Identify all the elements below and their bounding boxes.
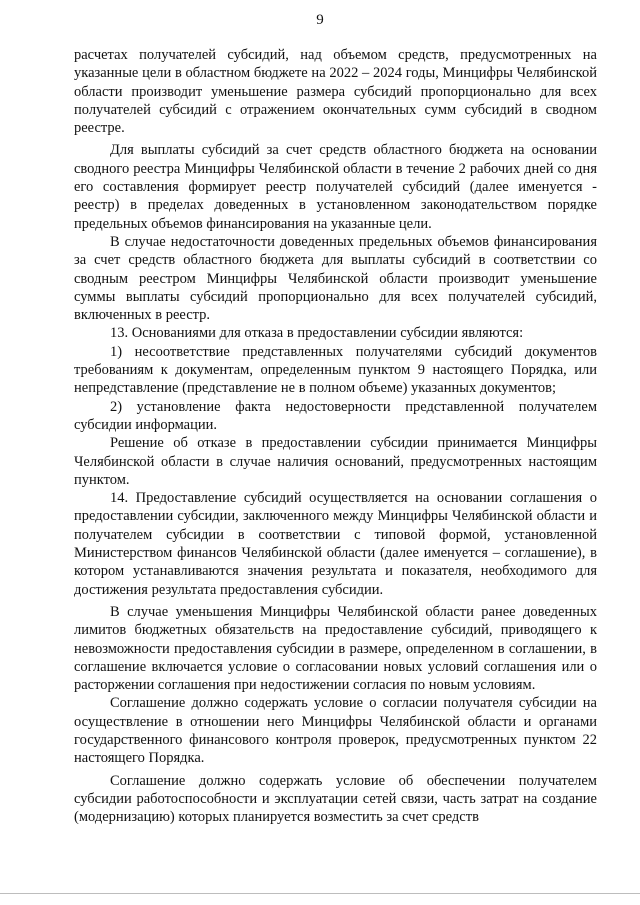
paragraph-refusal-decision: Решение об отказе в предоставлении субсидии принимается Минцифры Челябинской области в случае наличия оснований, предусмотренных настоящим пунктом. [74,435,597,488]
paragraph-limits-reduction: В случае уменьшения Минцифры Челябинской области ранее доведенных лимитов бюджетных обязательств на предоставление субсидий, приводящего к невозможности предоставления субсидии в размере, определенном в соглашении, в соглашение включается условие о согласовании новых условий соглашения или о расторжении соглашения при недостижении согласия по новым условиям. [74,603,597,694]
paragraph-summary-register: Для выплаты субсидий за счет средств областного бюджета на основании сводного реестра Минцифры Челябинской области в течение 2 рабочих дней со дня его составления формирует реестр получателей субсидий (далее именуется - реестр) в пределах доведенных в установленном законодательством порядке предельных объемов финансирования на указанные цели. [74,142,597,232]
paragraph-clause-14: 14. Предоставление субсидий осуществляется на основании соглашения о предоставлении субсидии, заключенного между Минцифры Челябинской области и получателем субсидии в соответствии с типовой формой, установленной Министерством финансов Челябинской области (далее именуется – соглашение), в котором устанавливаются значения результата и показателя, необходимого для достижения результата предоставления субсидии. [74,490,597,598]
document-body [74,46,597,826]
paragraph-agreement-consent: Соглашение должно содержать условие о согласии получателя субсидии на осуществление в отношении него Минцифры Челябинской области и органами государственного финансового контроля проверок, предусмотренных пунктом 22 настоящего Порядка. [74,695,597,767]
paragraph-continuation: расчетах получателей субсидий, над объемом средств, предусмотренных на указанные цели в областном бюджете на 2022 – 2024 годы, Минцифры Челябинской области производит уменьшение размера субсидий пропорционально для всех получателей субсидий с отражением окончательных сумм субсидий в сводном реестре. [74,47,597,137]
page-bottom-divider [0,893,640,894]
paragraph-insufficient-funding: В случае недостаточности доведенных предельных объемов финансирования за счет средств областного бюджета для выплаты субсидий в соответствии со сводным реестром Минцифры Челябинской области производит уменьшение суммы выплаты субсидий пропорционально для всех получателей субсидий, включенных в реестр. [74,233,597,324]
paragraph-clause-13-item-1: 1) несоответствие представленных получателями субсидий документов требованиям к документам, определенным пунктом 9 настоящего Порядка, или непредставление (представление не в полном объеме) указанных документов; [74,343,597,397]
page-number: 9 [316,12,324,28]
paragraph-clause-13-heading: 13. Основаниями для отказа в предоставлении субсидии являются: [110,325,524,342]
paragraph-agreement-networks: Соглашение должно содержать условие об обеспечении получателем субсидии работоспособности и эксплуатации сетей связи, часть затрат на создание (модернизацию) которых планируется возместить за счет средств [74,772,597,826]
paragraph-clause-13-item-2: 2) установление факта недостоверности представленной получателем субсидии информации. [74,398,597,433]
